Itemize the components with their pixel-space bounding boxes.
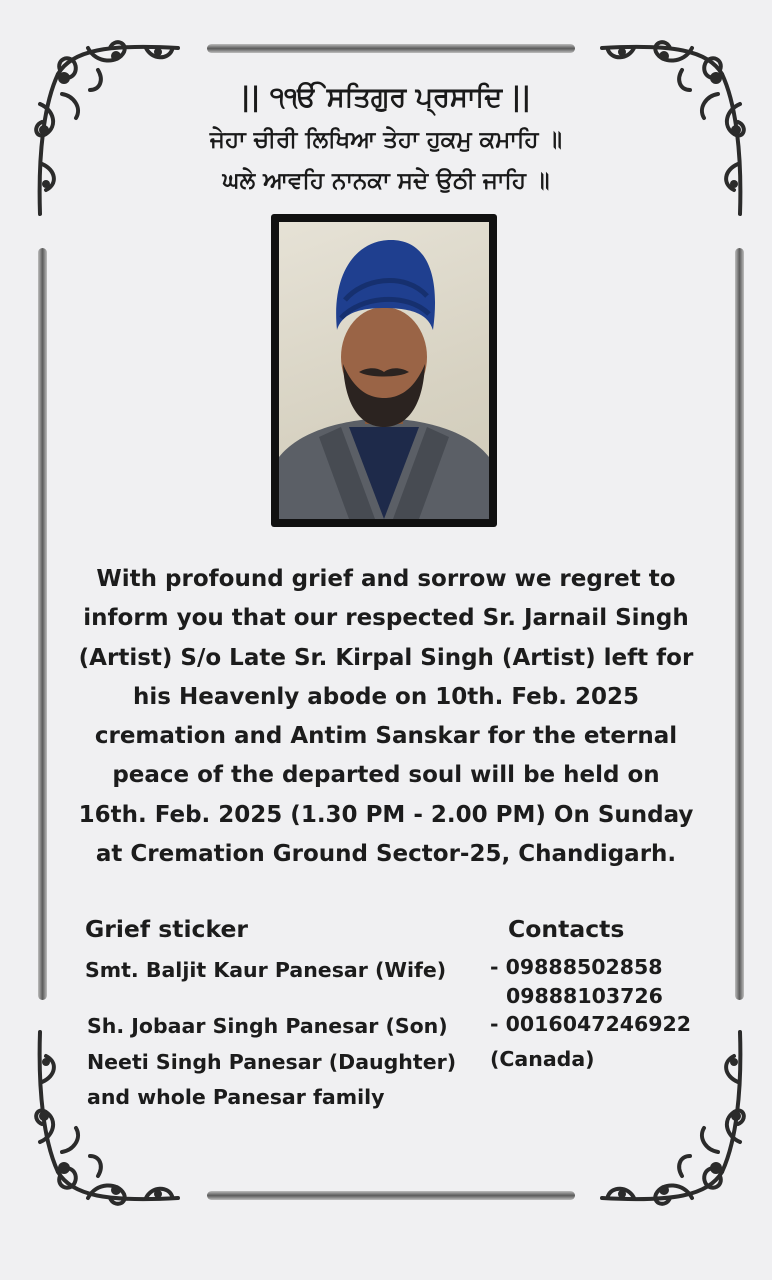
grief-heading: Grief sticker xyxy=(85,915,249,943)
top-border-rule xyxy=(207,44,575,53)
mool-mantar-heading: || ੧ੴ ਸਤਿਗੁਰ ਪ੍ਰਸਾਦਿ || xyxy=(240,82,532,113)
contact-country: (Canada) xyxy=(490,1047,595,1071)
grief-member-family: and whole Panesar family xyxy=(87,1085,385,1109)
grief-member-daughter: Neeti Singh Panesar (Daughter) xyxy=(87,1050,457,1074)
gurbani-verse-line-2: ਘਲੇ ਆਵਹਿ ਨਾਨਕਾ ਸਦੇ ਉਠੀ ਜਾਹਿ ॥ xyxy=(222,168,550,194)
bottom-border-rule xyxy=(207,1191,575,1200)
contact-phone-1: - 09888502858 xyxy=(490,955,663,979)
ornament-bottom-right xyxy=(592,1022,752,1212)
announcement-line: at Cremation Ground Sector-25, Chandigarh. xyxy=(95,841,677,868)
announcement-text xyxy=(62,560,710,874)
announcement-line: cremation and Antim Sanskar for the eternal xyxy=(94,723,678,750)
grief-member-son: Sh. Jobaar Singh Panesar (Son) xyxy=(87,1014,448,1038)
announcement-line: peace of the departed soul will be held on xyxy=(112,762,660,789)
portrait-photo xyxy=(279,222,489,519)
contact-phone-2: 09888103726 xyxy=(506,984,663,1008)
announcement-line: (Artist) S/o Late Sr. Kirpal Singh (Artist) left for xyxy=(78,644,694,671)
grief-member-wife: Smt. Baljit Kaur Panesar (Wife) xyxy=(85,958,447,982)
portrait-frame xyxy=(271,214,497,527)
announcement-line: his Heavenly abode on 10th. Feb. 2025 xyxy=(133,683,639,710)
right-border-rule xyxy=(735,248,744,1000)
contacts-heading: Contacts xyxy=(508,915,625,943)
announcement-line: inform you that our respected Sr. Jarnail Singh xyxy=(83,605,689,632)
gurbani-verse-line-1: ਜੇਹਾ ਚੀਰੀ ਲਿਖਿਆ ਤੇਹਾ ਹੁਕਮੁ ਕਮਾਹਿ ॥ xyxy=(209,127,563,153)
announcement-line: 16th. Feb. 2025 (1.30 PM - 2.00 PM) On Sunday xyxy=(78,801,694,828)
left-border-rule xyxy=(38,248,47,1000)
announcement-line: With profound grief and sorrow we regret to xyxy=(96,566,676,592)
contact-phone-3: - 0016047246922 xyxy=(490,1012,692,1036)
